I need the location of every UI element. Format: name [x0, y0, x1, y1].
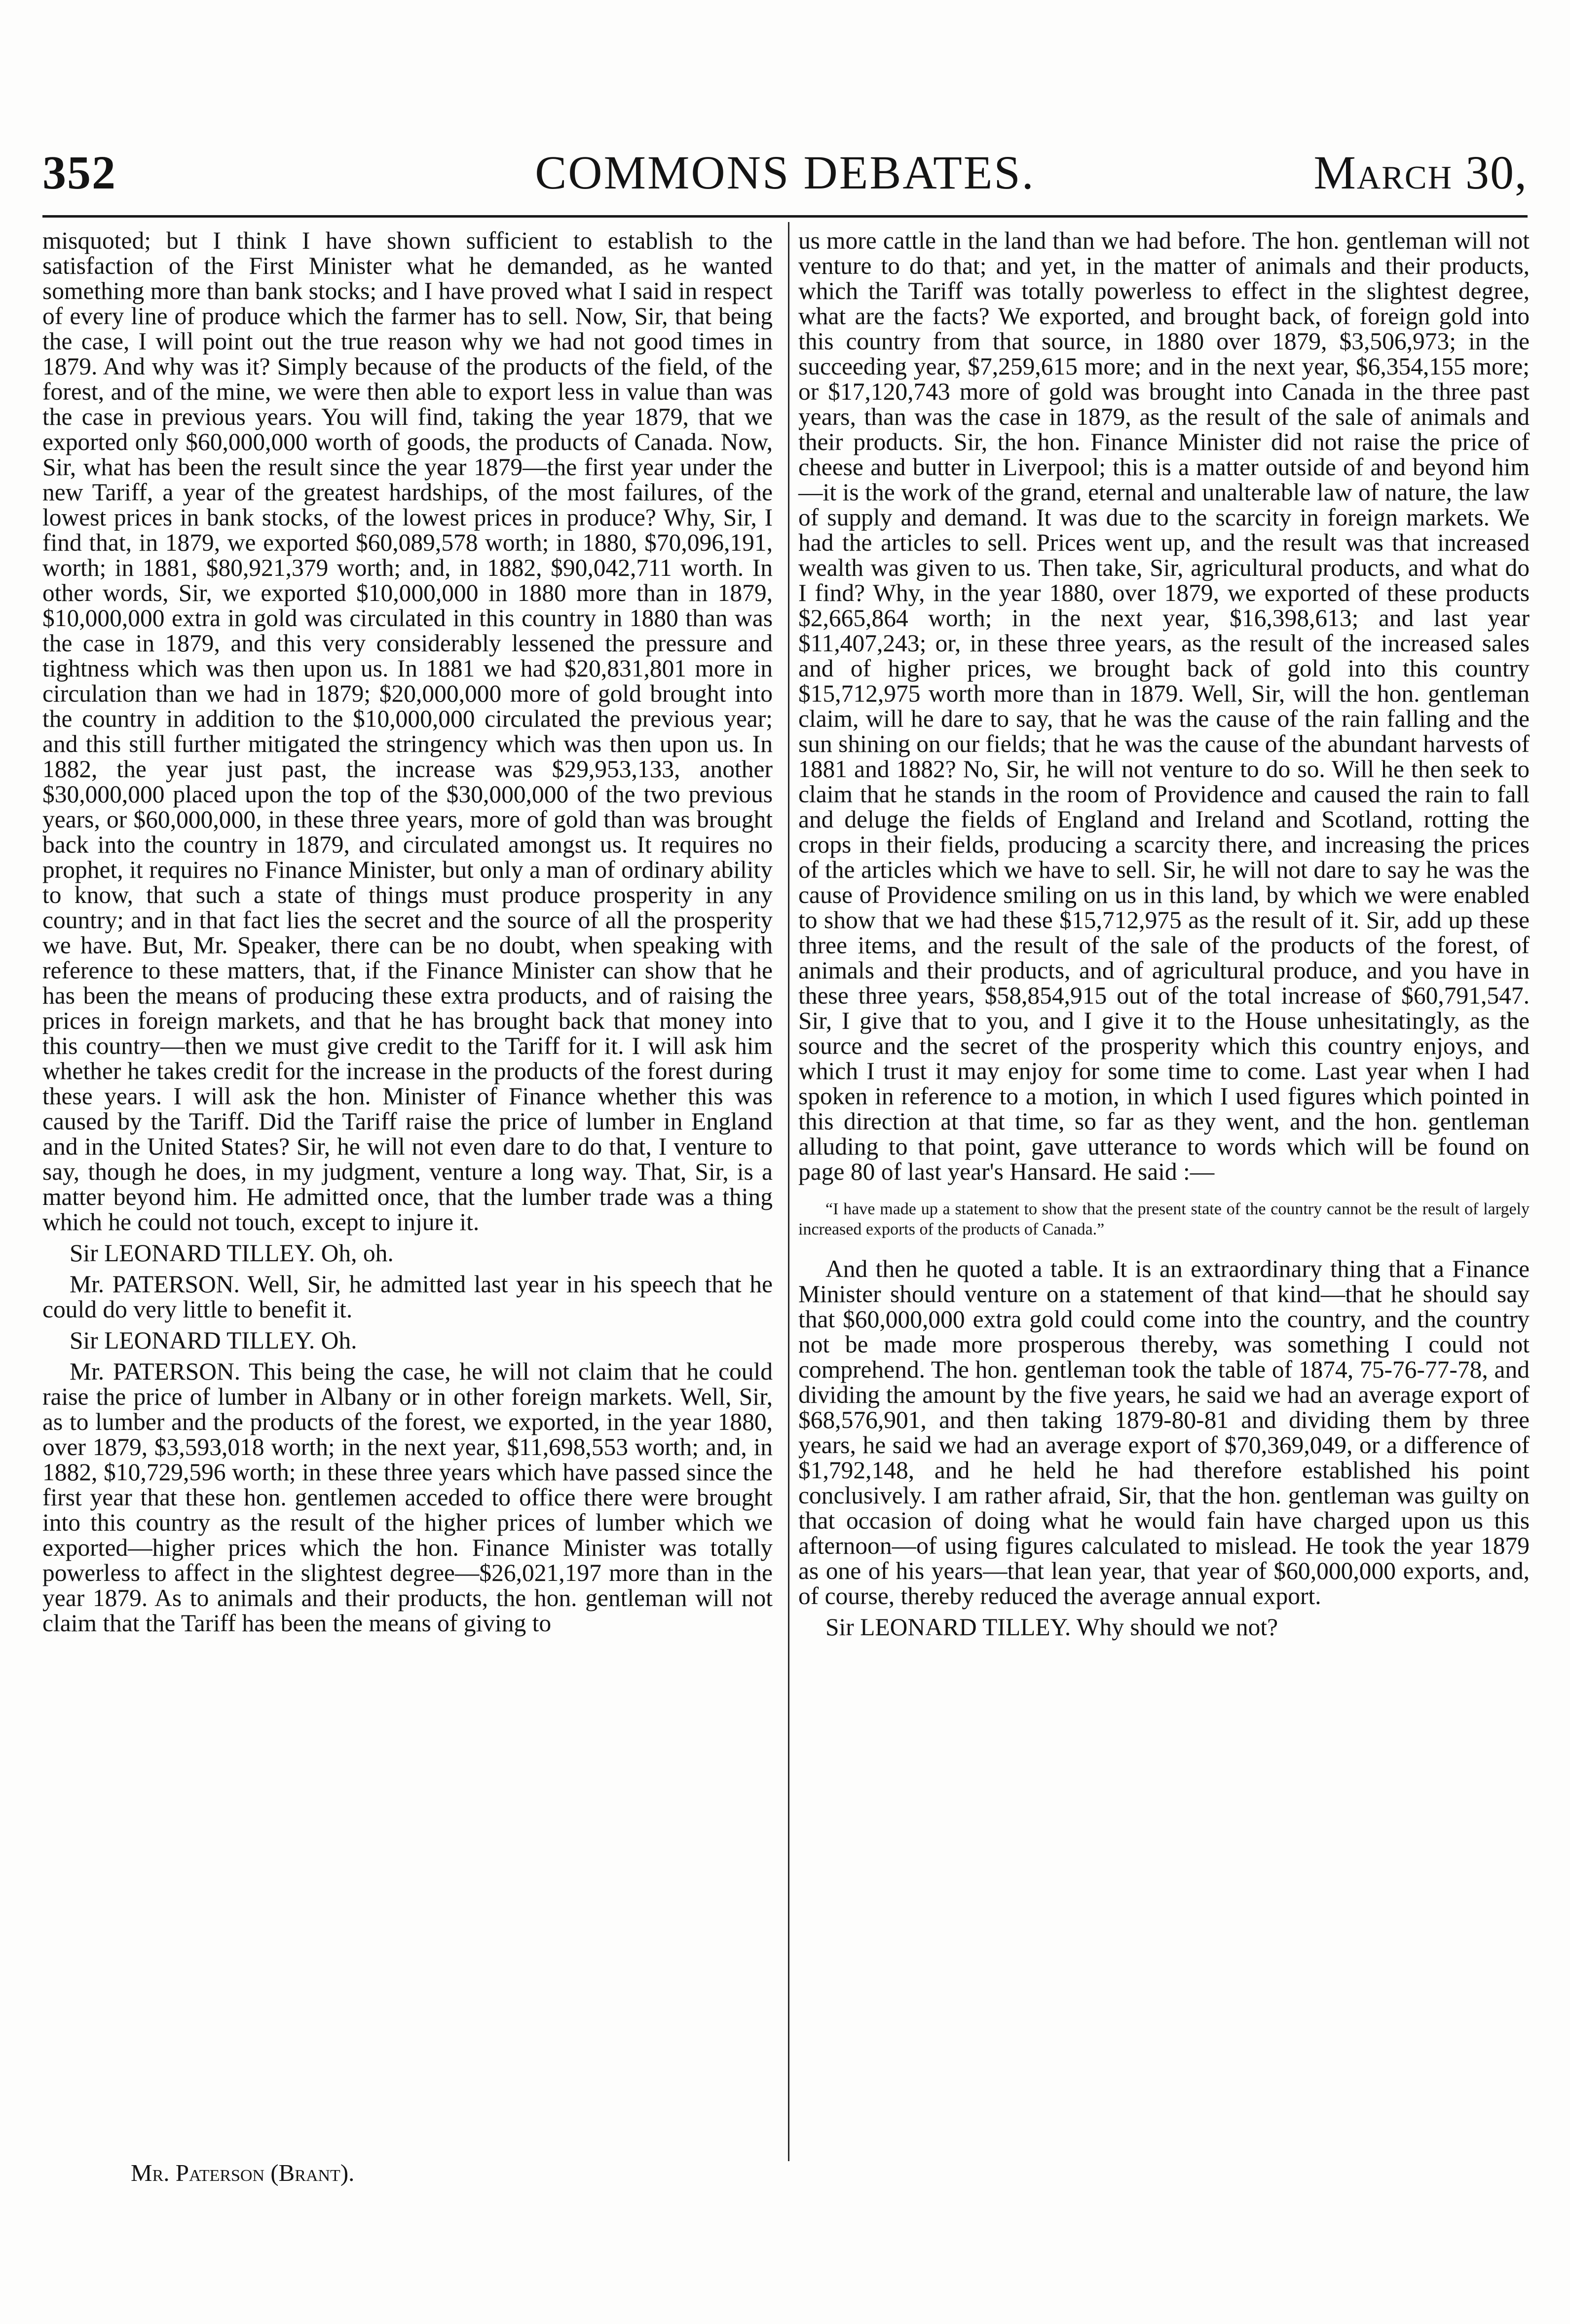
page-header [42, 136, 1528, 210]
speaker-line: Mr. PATERSON. This being the case, he will not claim that he could raise the price of lumber in Albany or in other foreign markets. Well, Sir, as to lumber and the products of the forest, we exported, in the year 1880, over 1879, $3,593,018 worth; in the next year, $11,698,553 worth; and, in 1882, $10,729,596 worth; in these three years which have passed since the first year that these hon. gentlemen acceded to office there were brought into this country as the result of the higher prices of lumber which we exported—higher prices which the hon. Finance Minister was totally powerless to affect in the slightest degree—$26,021,197 more than in the year 1879. As to animals and their products, the hon. gentleman will not claim that the Tariff has been the means of giving to [42, 1358, 773, 1637]
speaker-line: Sir LEONARD TILLEY. Oh. [70, 1327, 357, 1354]
footer-attribution: Mr. Paterson (Brant). [131, 2159, 355, 2186]
block-quote: “I have made up a statement to show that the present state of the country cannot be the result of largely increased exports of the products of Canada.” [798, 1200, 1530, 1238]
speaker-line: Sir LEONARD TILLEY. Oh, oh. [70, 1239, 394, 1267]
paragraph: And then he quoted a table. It is an extraordinary thing that a Finance Minister should venture on a statement of that kind—that he should say that $60,000,000 extra gold could come into the country, and the country not be made more prosperous thereby, was something I could not comprehend. The hon. gentleman took the table of 1874, 75-76-77-78, and dividing the amount by the five years, he said we had an average export of $68,576,901, and then taking 1879-80-81 and dividing them by three years, he said we had an average export of $70,369,049, or a difference of $1,792,148, and he held he had therefore established his point conclusively. I am rather afraid, Sir, that the hon. gentleman was guilty on that occasion of doing what he would fain have charged upon us this afternoon—of using figures calculated to mislead. He took the year 1879 as one of his years—that lean year, that year of $60,000,000 exports, and, of course, thereby reduced the average annual export. [798, 1255, 1530, 1610]
column-divider [788, 222, 789, 2161]
page-number: 352 [42, 146, 116, 199]
speaker-line: Sir LEONARD TILLEY. Why should we not? [825, 1613, 1278, 1641]
page-title: COMMONS DEBATES. [535, 146, 1035, 199]
paragraph: us more cattle in the land than we had before. The hon. gentleman will not venture to do that; and yet, in the matter of animals and their products, which the Tariff was totally powerless to effect in the slightest degree, what are the facts? We exported, and brought back, of foreign gold into this country from that source, in 1880 over 1879, $3,506,973; in the succeeding year, $7,259,615 more; and in the next year, $6,354,155 more; or $17,120,743 more of gold was brought into Canada in the three past years, than was the case in 1879, as the result of the sale of animals and their products. Sir, the hon. Finance Minister did not raise the price of cheese and butter in Liverpool; this is a matter outside of and beyond him—it is the work of the grand, eternal and unalterable law of nature, the law of supply and demand. It was due to the scarcity in foreign markets. We had the articles to sell. Prices went up, and the result was that increased wealth was given to us. Then take, Sir, agricultural products, and what do I find? Why, in the year 1880, over 1879, we exported of these products $2,665,864 worth; in the next year, $16,398,613; and last year $11,407,243; or, in these three years, as the result of the increased sales and of higher prices, we brought back of gold into this country $15,712,975 worth more than in 1879. Well, Sir, will the hon. gentleman claim, will he dare to say, that he was the cause of the rain falling and the sun shining on our fields; that he was the cause of the abundant harvests of 1881 and 1882? No, Sir, he will not venture to do so. Will he then seek to claim that he stands in the room of Providence and caused the rain to fall and deluge the fields of England and Ireland and Scotland, rotting the crops in their fields, producing a scarcity there, and increasing the prices of the articles which we have to sell. Sir, he will not dare to say he was the cause of Providence smiling on us in this land, by which we were enabled to show that we had these $15,712,975 as the result of it. Sir, add up these three items, and the result of the sale of the products of the forest, of animals and their products, and of agricultural produce, and you have in these three years, $58,854,915 out of the total increase of $60,791,547. Sir, I give that to you, and I give it to the House unhesitatingly, as the source and the secret of the prosperity which this country enjoys, and which I trust it may enjoy for some time to come. Last year when I had spoken in reference to a motion, in which I used figures which pointed in this direction at that time, so far as they went, and the hon. gentleman alluding to that point, gave utterance to words which will be found on page 80 of last year's Hansard. He said :— [798, 227, 1530, 1185]
right-column [798, 228, 1530, 1640]
header-rule [42, 215, 1528, 218]
speaker-line: Mr. PATERSON. Well, Sir, he admitted last year in his speech that he could do very little to benefit it. [42, 1271, 773, 1323]
left-column [42, 228, 773, 1636]
paragraph: misquoted; but I think I have shown sufficient to establish to the satisfaction of the First Minister what he demanded, as he wanted something more than bank stocks; and I have proved what I said in respect of every line of produce which the farmer has to sell. Now, Sir, that being the case, I will point out the true reason why we had not good times in 1879. And why was it? Simply because of the products of the field, of the forest, and of the mine, we were then able to export less in value than was the case in previous years. You will find, taking the year 1879, that we exported only $60,000,000 worth of goods, the products of Canada. Now, Sir, what has been the result since the year 1879—the first year under the new Tariff, a year of the greatest hardships, of the most failures, of the lowest prices in bank stocks, of the lowest prices in produce? Why, Sir, I find that, in 1879, we exported $60,089,578 worth; in 1880, $70,096,191, worth; in 1881, $80,921,379 worth; and, in 1882, $90,042,711 worth. In other words, Sir, we exported $10,000,000 in 1880 more than in 1879, $10,000,000 extra in gold was circulated in this country in 1880 than was the case in 1879, and this very considerably lessened the pressure and tightness which was then upon us. In 1881 we had $20,831,801 more in circulation than we had in 1879; $20,000,000 more of gold brought into the country in addition to the $10,000,000 circulated the previous year; and this still further mitigated the stringency which was then upon us. In 1882, the year just past, the increase was $29,953,133, another $30,000,000 placed upon the top of the $30,000,000 of the two previous years, or $60,000,000, in these three years, more of gold than was brought back into the country in 1879, and circulated amongst us. It requires no prophet, it requires no Finance Minister, but only a man of ordinary ability to know, that such a state of things must produce prosperity in any country; and in that fact lies the secret and the source of all the prosperity we have. But, Mr. Speaker, there can be no doubt, when speaking with reference to these matters, that, if the Finance Minister can show that he has been the means of producing these extra products, and of raising the prices in foreign markets, and that he has brought back that money into this country—then we must give credit to the Tariff for it. I will ask him whether he takes credit for the increase in the products of the forest during these years. I will ask the hon. Minister of Finance whether this was caused by the Tariff. Did the Tariff raise the price of lumber in England and in the United States? Sir, he will not even dare to do that, I venture to say, though he does, in my judgment, venture a long way. That, Sir, is a matter beyond him. He admitted once, that the lumber trade was a thing which he could not touch, except to injure it. [42, 227, 773, 1236]
page-date: March 30, [1313, 146, 1528, 199]
